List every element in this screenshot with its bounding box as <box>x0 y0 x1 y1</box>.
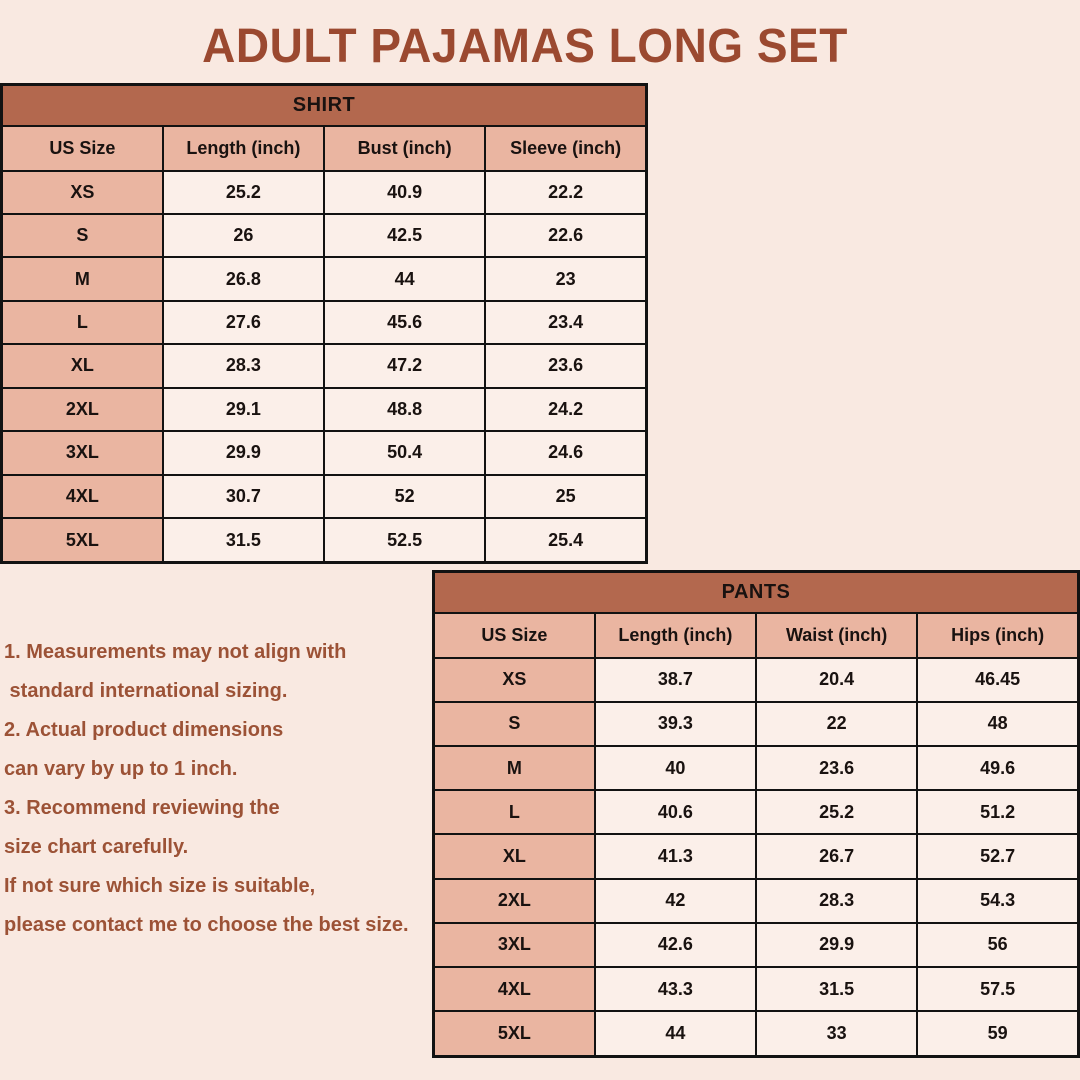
value-cell: 49.6 <box>917 746 1078 790</box>
table-row <box>434 702 1079 746</box>
table-row <box>2 301 647 344</box>
value-cell: 52 <box>324 475 485 518</box>
value-cell: 42.6 <box>595 923 756 967</box>
table-row <box>2 388 647 431</box>
size-cell: L <box>434 790 595 834</box>
size-cell: 2XL <box>2 388 163 431</box>
shirt-table-title: SHIRT <box>2 85 647 126</box>
value-cell: 29.1 <box>163 388 324 431</box>
note-line: standard international sizing. <box>4 680 288 702</box>
table-row <box>2 257 647 300</box>
note-line: 2. Actual product dimensions <box>4 719 284 741</box>
value-cell: 29.9 <box>756 923 917 967</box>
size-cell: XS <box>2 171 163 214</box>
value-cell: 24.6 <box>485 431 646 474</box>
value-cell: 40 <box>595 746 756 790</box>
value-cell: 30.7 <box>163 475 324 518</box>
size-cell: 4XL <box>2 475 163 518</box>
value-cell: 26 <box>163 214 324 257</box>
pants-size-table <box>432 570 1080 1058</box>
value-cell: 23 <box>485 257 646 300</box>
value-cell: 23.6 <box>485 344 646 387</box>
note-line: 3. Recommend reviewing the <box>4 797 280 819</box>
note-line: please contact me to choose the best size. <box>4 914 409 936</box>
table-row <box>434 746 1079 790</box>
note-line: size chart carefully. <box>4 836 189 858</box>
value-cell: 54.3 <box>917 879 1078 923</box>
value-cell: 25.2 <box>756 790 917 834</box>
value-cell: 43.3 <box>595 967 756 1011</box>
table-row <box>2 171 647 214</box>
column-header: Length (inch) <box>595 613 756 658</box>
value-cell: 38.7 <box>595 658 756 702</box>
value-cell: 42.5 <box>324 214 485 257</box>
table-row <box>434 790 1079 834</box>
value-cell: 48.8 <box>324 388 485 431</box>
value-cell: 26.8 <box>163 257 324 300</box>
value-cell: 56 <box>917 923 1078 967</box>
value-cell: 40.9 <box>324 171 485 214</box>
shirt-table <box>0 83 648 564</box>
pants-table <box>432 570 1080 1058</box>
value-cell: 45.6 <box>324 301 485 344</box>
value-cell: 41.3 <box>595 834 756 878</box>
value-cell: 26.7 <box>756 834 917 878</box>
column-header: Hips (inch) <box>917 613 1078 658</box>
size-cell: M <box>2 257 163 300</box>
value-cell: 40.6 <box>595 790 756 834</box>
size-cell: S <box>2 214 163 257</box>
note-line: 1. Measurements may not align with <box>4 641 347 663</box>
value-cell: 44 <box>595 1011 756 1056</box>
value-cell: 28.3 <box>756 879 917 923</box>
size-cell: XL <box>2 344 163 387</box>
value-cell: 22.2 <box>485 171 646 214</box>
size-cell: XL <box>434 834 595 878</box>
size-cell: S <box>434 702 595 746</box>
value-cell: 22.6 <box>485 214 646 257</box>
table-row <box>434 923 1079 967</box>
size-cell: 5XL <box>434 1011 595 1056</box>
value-cell: 39.3 <box>595 702 756 746</box>
value-cell: 25.2 <box>163 171 324 214</box>
size-cell: 2XL <box>434 879 595 923</box>
column-header: Sleeve (inch) <box>485 126 646 171</box>
value-cell: 50.4 <box>324 431 485 474</box>
value-cell: 23.4 <box>485 301 646 344</box>
table-row <box>434 834 1079 878</box>
value-cell: 29.9 <box>163 431 324 474</box>
note-line: can vary by up to 1 inch. <box>4 758 238 780</box>
value-cell: 20.4 <box>756 658 917 702</box>
column-header: US Size <box>2 126 163 171</box>
table-row <box>434 879 1079 923</box>
value-cell: 24.2 <box>485 388 646 431</box>
column-header: Waist (inch) <box>756 613 917 658</box>
table-row <box>434 1011 1079 1056</box>
value-cell: 44 <box>324 257 485 300</box>
table-row <box>2 214 647 257</box>
notes-block <box>4 633 474 945</box>
table-row <box>2 518 647 563</box>
value-cell: 33 <box>756 1011 917 1056</box>
table-row <box>434 658 1079 702</box>
value-cell: 46.45 <box>917 658 1078 702</box>
size-cell: M <box>434 746 595 790</box>
value-cell: 22 <box>756 702 917 746</box>
value-cell: 25 <box>485 475 646 518</box>
value-cell: 52.7 <box>917 834 1078 878</box>
note-line: If not sure which size is suitable, <box>4 875 316 897</box>
value-cell: 47.2 <box>324 344 485 387</box>
value-cell: 59 <box>917 1011 1078 1056</box>
value-cell: 27.6 <box>163 301 324 344</box>
value-cell: 52.5 <box>324 518 485 563</box>
size-cell: 3XL <box>434 923 595 967</box>
value-cell: 25.4 <box>485 518 646 563</box>
size-cell: 5XL <box>2 518 163 563</box>
size-cell: 4XL <box>434 967 595 1011</box>
value-cell: 57.5 <box>917 967 1078 1011</box>
size-cell: 3XL <box>2 431 163 474</box>
size-cell: L <box>2 301 163 344</box>
value-cell: 23.6 <box>756 746 917 790</box>
value-cell: 48 <box>917 702 1078 746</box>
table-row <box>434 967 1079 1011</box>
table-row <box>2 344 647 387</box>
value-cell: 31.5 <box>163 518 324 563</box>
table-row <box>2 431 647 474</box>
pants-table-title: PANTS <box>434 572 1079 613</box>
size-cell: XS <box>434 658 595 702</box>
column-header: US Size <box>434 613 595 658</box>
value-cell: 42 <box>595 879 756 923</box>
column-header: Bust (inch) <box>324 126 485 171</box>
shirt-size-table <box>0 83 648 564</box>
table-row <box>2 475 647 518</box>
column-header: Length (inch) <box>163 126 324 171</box>
value-cell: 51.2 <box>917 790 1078 834</box>
value-cell: 31.5 <box>756 967 917 1011</box>
value-cell: 28.3 <box>163 344 324 387</box>
page-title: ADULT PAJAMAS LONG SET <box>202 17 848 73</box>
